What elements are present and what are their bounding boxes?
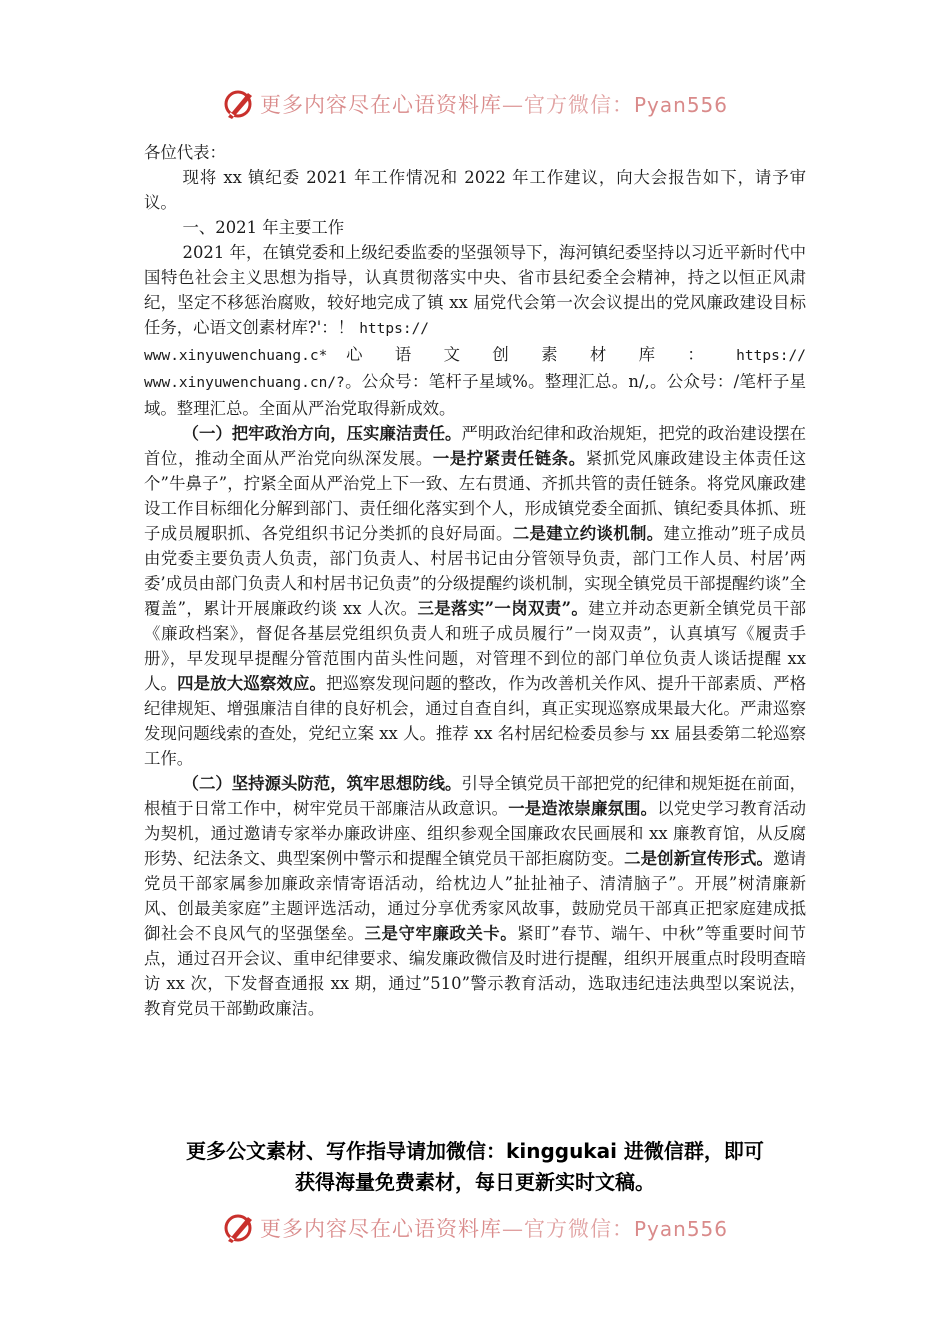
point-heading: 二是创新宣传形式。 [624,849,774,868]
banner-site-name: 更多内容尽在心语资料库 [259,93,502,117]
pen-circle-logo-icon [222,1211,256,1245]
subsection-2-paragraph [144,771,806,1021]
subsection-2-heading: （二）坚持源头防范，筑牢思想防线。 [182,774,462,793]
greeting: 各位代表： [144,143,226,162]
header-banner [0,84,950,124]
body-text: 以党史学习教育活动为契机，通过邀请专家举办廉政讲座、组织参观全国廉政农民画展和 xx 廉教育馆，从反腐形势、纪法条文、典型案例中警示和提醒全镇党员干部拒腐防变。 [144,799,807,868]
body-text: 建立推动”班子成员由党委主要负责人负责，部门负责人、村居书记由分管领导负责，部门工作人员、村居’两委’成员由部门负责人和村居书记负责”的分级提醒约谈机制，实现全镇党员干部提醒约谈”全覆盖”，累计开展廉政约谈 xx 人次。 [144,524,806,618]
promo-line-2: 获得海量免费素材，每日更新实时文稿。 [295,1170,655,1194]
banner-dash: — [501,1217,524,1241]
banner-official: 官方微信： [523,93,634,117]
body-text: 邀请党员干部家属参加廉政亲情寄语活动，给枕边人”扯扯袖子、清清脑子”。开展”树清廉新风、创最美家庭”主题评选活动，通过分享优秀家风故事，鼓励党员干部真正把家庭建成抵御社会不良风气的坚强堡垒。 [144,849,807,943]
body-text: 引导全镇党员干部把党的纪律和规矩挺在前面，根植于日常工作中，树牢党员干部廉洁从政意识。 [144,774,807,818]
intro-paragraph: 现将 xx 镇纪委 2021 年工作情况和 2022 年工作建议，向大会报告如下，请予审议。 [144,168,806,212]
point-heading: 二是建立约谈机制。 [512,524,664,543]
document-body [144,140,806,1021]
point-heading: 一是拧紧责任链条。 [432,449,586,468]
site-name-spaced: 心 语 文 创 素 材 库 ： [346,345,718,364]
banner-wechat-id: Pyan556 [633,1217,728,1241]
body-text: 严明政治纪律和政治规矩，把党的政治建设摆在首位，推动全面从严治党向纵深发展。 [144,424,807,468]
banner-dash: — [501,93,524,117]
promo-notice [100,1136,850,1198]
section-title: 一、2021 年主要工作 [182,218,345,237]
body-text: 紧抓党风廉政建设主体责任这个”牛鼻子”，拧紧全面从严治党上下一致、左右贯通、齐抓共管的责任链条。将党风廉政建设工作目标细化分解到部门、责任细化落实到个人，形成镇党委全面抓、镇纪委具体抓、班子成员履职抓、各党组织书记分类抓的良好局面。 [144,449,807,543]
body-text: 紧盯”春节、端午、中秋”等重要时间节点，通过召开会议、重申纪律要求、编发廉政微信及时进行提醒，组织开展重点时段明查暗访 xx 次，下发督查通报 xx 期，通过”510”警示教育活动，选取违纪违法典型以案说法，教育党员干部勤政廉洁。 [144,924,807,1018]
url-text: https:// [359,321,430,337]
subsection-1-paragraph [144,421,806,771]
point-heading: 三是落实”一岗双责”。 [417,599,589,618]
url-text: www.xinyuwenchuang.c* [144,348,328,364]
body-text: 把巡察发现问题的整改，作为改善机关作风、提升干部素质、严格纪律规矩、增强廉洁自律的良好机会，通过自查自纠，真正实现巡察成果最大化。严肃巡察发现问题线索的查处，党纪立案 xx 人。推荐 xx 名村居纪检委员参与 xx 届县委第二轮巡察工作。 [144,674,807,768]
banner-site-name: 更多内容尽在心语资料库 [259,1217,502,1241]
url-text: www.xinyuwenchuang.cn/? [144,375,345,391]
footer-banner-text [260,1213,728,1243]
paragraph-2021-summary [144,240,806,342]
url-line [144,342,806,369]
subsection-1-heading: （一）把牢政治方向，压实廉洁责任。 [182,424,462,443]
banner-official: 官方微信： [523,1217,634,1241]
url-text: https:// [736,348,806,364]
header-banner-text [260,89,728,119]
banner-wechat-id: Pyan556 [633,93,728,117]
summary-tail: 。公众号：笔杆子星域%。整理汇总。n/,。公众号：/笔杆子星域。整理汇总。全面从严治党取得新成效。 [144,372,806,418]
promo-line-1: 更多公文素材、写作指导请加微信：kinggukai 进微信群，即可 [186,1139,764,1163]
point-heading: 一是造浓崇廉氛围。 [508,799,658,818]
footer-banner [0,1208,950,1248]
pen-circle-logo-icon [222,87,256,121]
summary-text: 2021 年，在镇党委和上级纪委监委的坚强领导下，海河镇纪委坚持以习近平新时代中国特色社会主义思想为指导，认真贯彻落实中央、省市县纪委全会精神，持之以恒正风肃纪，坚定不移惩治腐败，较好地完成了镇 xx 届党代会第一次会议提出的党风廉政建设目标任务，心语文创素材库?'：！ [144,243,806,337]
body-text: 建立并动态更新全镇党员干部《廉政档案》，督促各基层党组织负责人和班子成员履行”一岗双责”，认真填写《履责手册》，早发现早提醒分管范围内苗头性问题，对管理不到位的部门单位负责人谈话提醒 xx 人。 [144,599,806,693]
summary-continued [144,369,806,421]
point-heading: 三是守牢廉政关卡。 [364,924,518,943]
point-heading: 四是放大巡察效应。 [177,674,327,693]
